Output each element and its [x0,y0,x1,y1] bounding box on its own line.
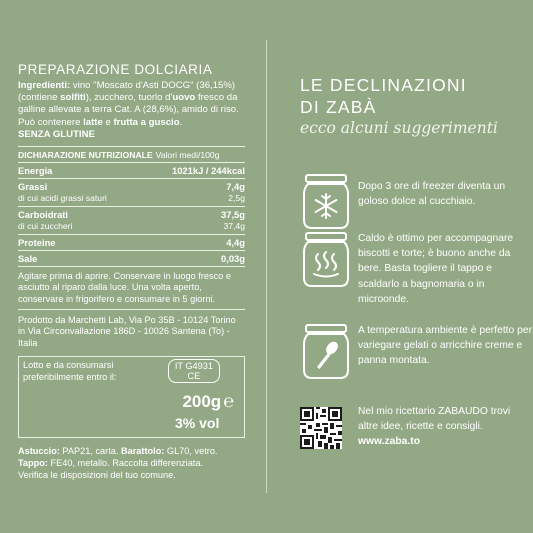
pack-label-astuccio: Astuccio: [18,446,60,457]
snowflake-jar-icon [300,172,360,232]
nutrient-label: Energia [18,164,53,176]
nutrient-label: Proteine [18,236,56,248]
nutrient-value: 1021kJ / 244kcal [172,164,245,176]
suggestion-text: Caldo è ottimo per accompagnare biscotti e torte; è buono anche da bere. Basta togliere il tappo e scaldarlo a bagnomaria o in microonde. [358,233,514,305]
nutrition-table [18,146,245,267]
column-divider [266,40,267,493]
nutrition-row-grassi [18,179,245,207]
qr-code-icon[interactable] [300,407,342,449]
allergen-frutta: frutta a guscio [113,116,180,128]
allergen-uovo: uovo [172,92,196,104]
ingredients-part: fresco da galline allevate a terra Cat. A (28,6%), amido di riso. Può contenere [18,92,239,128]
steam-jar-icon [300,230,360,290]
cert-ce: CE [187,371,201,382]
gluten-free-label: SENZA GLUTINE [18,128,95,140]
nutrient-value: 0,03g [221,252,245,264]
net-weight [182,391,234,412]
allergen-solfiti: solfiti [60,92,86,104]
lot-box [18,356,245,438]
nutrition-row-carboidrati [18,207,245,235]
pack-label-barattolo: Barattolo: [120,446,165,457]
recipes-text: Nel mio ricettario ZABAUDO trovi altre idee, ricette e consigli. [358,406,511,433]
label-right-column [300,74,533,448]
label-left-column [18,62,245,481]
pack-value: PAP21, carta. [59,446,121,457]
spoon-jar-icon [300,322,360,382]
ingredients-part: e [102,116,114,128]
ingredients-part: vino "Moscato d'Asti DOCG" (36,15%) (contiene [18,80,236,104]
lot-label: Lotto e da consumarsi preferibilmente entro il: [23,360,117,382]
nutrient-label: Carboidrati [18,208,69,220]
nutrient-value: 4,4g [226,236,245,248]
nutrition-row-proteine [18,235,245,251]
ingredients-label: Ingredienti: [18,80,71,91]
ingredients-part: ), zucchero, tuorlo d' [85,92,173,104]
nutrition-header-unit: Valori medi/100g [155,149,220,160]
producer-info: Prodotto da Marchetti Lab, Via Po 35B - 10124 Torino in Via Circonvallazione 186D - 10026 Santena (To) - Italia [18,314,236,348]
suggestion-text [358,404,533,450]
net-weight-value: 200g [182,392,222,412]
nutrition-row-sale [18,251,245,267]
suggestions-subtitle: ecco alcuni suggerimenti [300,119,498,137]
nutrient-sub-value: 37,4g [223,220,245,231]
nutrient-sub-label: di cui acidi grassi saturi [18,192,107,203]
packaging-disposal [18,446,245,481]
cert-code: IT G4931 [174,361,213,372]
alcohol-volume: 3% vol [175,415,220,432]
pack-value: FE40, metallo. Raccolta differenziata. [47,457,204,468]
storage-instructions: Agitare prima di aprire. Conservare in luogo fresco e asciutto al riparo dalla luce. Una volta aperto, conservare in frigorifero e consumare in 5 giorni. [18,270,231,304]
pack-label-tappo: Tappo: [18,457,48,468]
ingredients-text [18,80,245,129]
nutrition-header-title: DICHIARAZIONE NUTRIZIONALE [18,149,153,160]
nutrient-label: Sale [18,252,38,264]
estimated-sign-icon: ℮ [223,391,234,412]
suggestions-title-line1: LE DECLINAZIONI [300,75,467,95]
nutrition-row-energia [18,162,245,179]
nutrient-value: 7,4g [226,180,245,192]
recipes-link[interactable]: www.zaba.to [358,436,420,448]
nutrition-header [18,149,245,162]
nutrient-sub-label: di cui zuccheri [18,220,73,231]
product-type-title: PREPARAZIONE DOLCIARIA [18,62,213,77]
suggestion-text: Dopo 3 ore di freezer diventa un goloso dolce al cucchiaio. [358,181,506,208]
nutrient-sub-value: 2,5g [228,192,245,203]
pack-value: GL70, vetro. [164,446,218,457]
nutrient-value: 37,5g [221,208,245,220]
allergen-latte: latte [83,116,103,128]
pack-disposal-note: Verifica le disposizioni del tuo comune. [18,469,176,480]
suggestion-text: A temperatura ambiente è perfetto per variegare gelati o arricchire creme e panna montata. [358,325,533,367]
organic-cert-badge [168,359,220,383]
suggestions-title [300,74,520,118]
suggestions-title-line2: DI ZABÀ [300,97,377,117]
ingredients-part: . [179,116,183,128]
nutrient-label: Grassi [18,180,48,192]
